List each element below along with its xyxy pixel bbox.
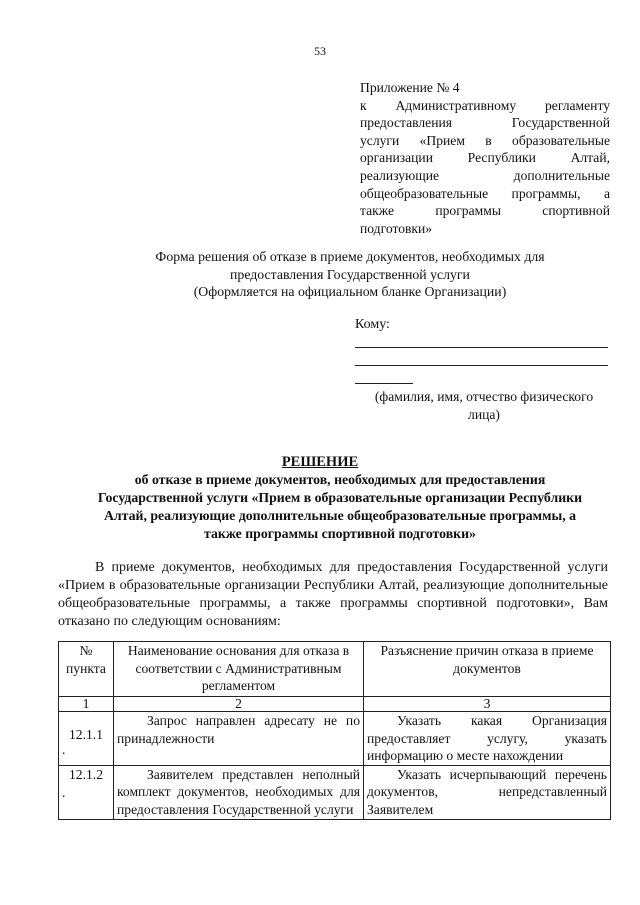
appendix-line: услуги «Прием в образовательные xyxy=(360,132,610,148)
appendix-line: общеобразовательные программы, а xyxy=(360,185,610,201)
appendix-line: к Административному регламенту xyxy=(360,97,610,113)
recipient-line-2 xyxy=(355,365,608,366)
form-title-note: (Оформляется на официальном бланке Организации) xyxy=(193,284,507,299)
recipient-caption-line: (фамилия, имя, отчество физического xyxy=(374,389,594,404)
appendix-line: подготовки» xyxy=(360,220,433,236)
form-title-line: предоставления Государственной услуги xyxy=(230,266,470,282)
table-row xyxy=(59,765,611,819)
recipient-line-1 xyxy=(355,347,608,348)
recipient-caption xyxy=(358,388,610,424)
header-reason: Наименование основания для отказа в соответствии с Административным регламентом xyxy=(114,642,364,697)
row-explanation: Указать исчерпывающий перечень документов, непредставленный Заявителем xyxy=(364,765,611,819)
table-index-row xyxy=(59,697,611,712)
appendix-line: предоставления Государственной xyxy=(360,115,610,131)
row-reason: Заявителем представлен неполный комплект документов, необходимых для предоставления Государственной услуги xyxy=(114,765,364,819)
appendix-block xyxy=(360,79,610,237)
decision-subtitle-line: об отказе в приеме документов, необходимых для предоставления xyxy=(134,472,546,487)
column-number: 3 xyxy=(364,697,611,712)
row-explanation: Указать какая Организация предоставляет услугу, указать информацию о месте нахождении xyxy=(364,712,611,766)
row-number xyxy=(59,712,114,766)
recipient-label: Кому: xyxy=(355,317,390,332)
row-number-text: 12.1.2 xyxy=(69,766,103,782)
bullet-mark: . xyxy=(62,785,66,801)
table-header-row xyxy=(59,642,611,697)
body-paragraph: В приеме документов, необходимых для предоставления Государственной услуги «Прием в образовательные организации Республики Алтай, реализующие дополнительные общеобразовательные программы, а также программы спортивной подготовки», Вам отказано по следующим основаниям: xyxy=(58,560,608,629)
appendix-number: Приложение № 4 xyxy=(360,80,460,95)
decision-subtitle-line: также программы спортивной подготовки» xyxy=(204,526,476,541)
recipient-line-3 xyxy=(355,383,413,384)
form-title xyxy=(60,248,640,301)
decision-subtitle-line: Государственной услуги «Прием в образовательные организации Республики xyxy=(97,490,583,505)
column-number: 1 xyxy=(59,697,114,712)
table-row xyxy=(59,712,611,766)
decision-title: РЕШЕНИЕ xyxy=(281,454,359,470)
bullet-mark: . xyxy=(62,741,66,757)
decision-subtitle xyxy=(50,471,630,543)
row-number-text: 12.1.1 xyxy=(69,727,103,742)
header-explanation: Разъяснение причин отказа в приеме документов xyxy=(364,642,611,697)
appendix-line: также программы спортивной xyxy=(360,203,610,219)
recipient-caption-line: лица) xyxy=(468,407,500,422)
decision-subtitle-line: Алтай, реализующие дополнительные общеобразовательные программы, а xyxy=(103,508,577,523)
form-title-line: Форма решения об отказе в приеме документов, необходимых для xyxy=(155,249,545,264)
header-item-number: № пункта xyxy=(59,642,114,697)
row-reason: Запрос направлен адресату не по принадлежности xyxy=(114,712,364,766)
page-number: 53 xyxy=(314,44,326,58)
appendix-line: реализующие дополнительные xyxy=(360,167,610,183)
column-number: 2 xyxy=(114,697,364,712)
grounds-table xyxy=(58,641,611,820)
appendix-line: организации Республики Алтай, xyxy=(360,150,610,166)
row-number xyxy=(59,765,114,819)
